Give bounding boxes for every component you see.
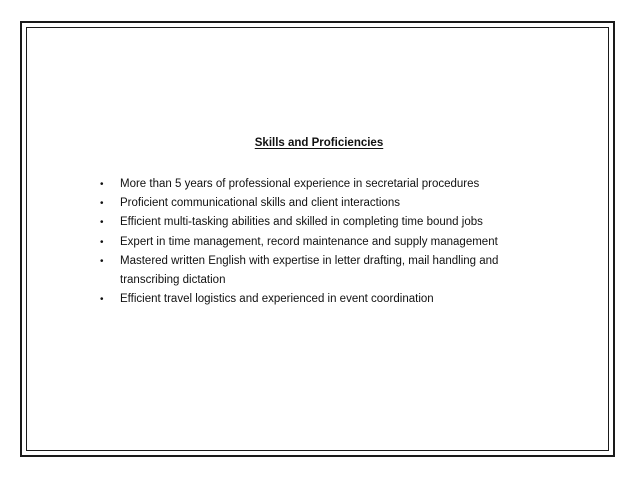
- skills-list: [100, 175, 560, 309]
- skill-text: Efficient multi-tasking abilities and skilled in completing time bound jobs: [120, 216, 483, 229]
- skill-text: Efficient travel logistics and experienced in event coordination: [120, 293, 434, 306]
- list-item: [100, 213, 560, 232]
- skill-text: More than 5 years of professional experience in secretarial procedures: [120, 178, 480, 190]
- bullet-icon: •: [100, 217, 104, 229]
- bullet-icon: •: [100, 179, 104, 190]
- section-heading: Skills and Proficiencies: [254, 137, 384, 149]
- bullet-icon: •: [100, 255, 104, 267]
- list-item: [100, 290, 560, 309]
- skill-text: Expert in time management, record maintenance and supply management: [120, 235, 498, 248]
- skill-text: Mastered written English with expertise in letter drafting, mail handling and transcribing dictation: [120, 254, 499, 287]
- list-item: [100, 252, 560, 290]
- bullet-icon: •: [100, 294, 104, 306]
- skill-text: Proficient communicational skills and client interactions: [120, 197, 400, 210]
- list-item: [100, 233, 560, 252]
- bullet-icon: •: [100, 198, 104, 210]
- bullet-icon: •: [100, 236, 104, 248]
- list-item: [100, 175, 560, 194]
- list-item: [100, 194, 560, 213]
